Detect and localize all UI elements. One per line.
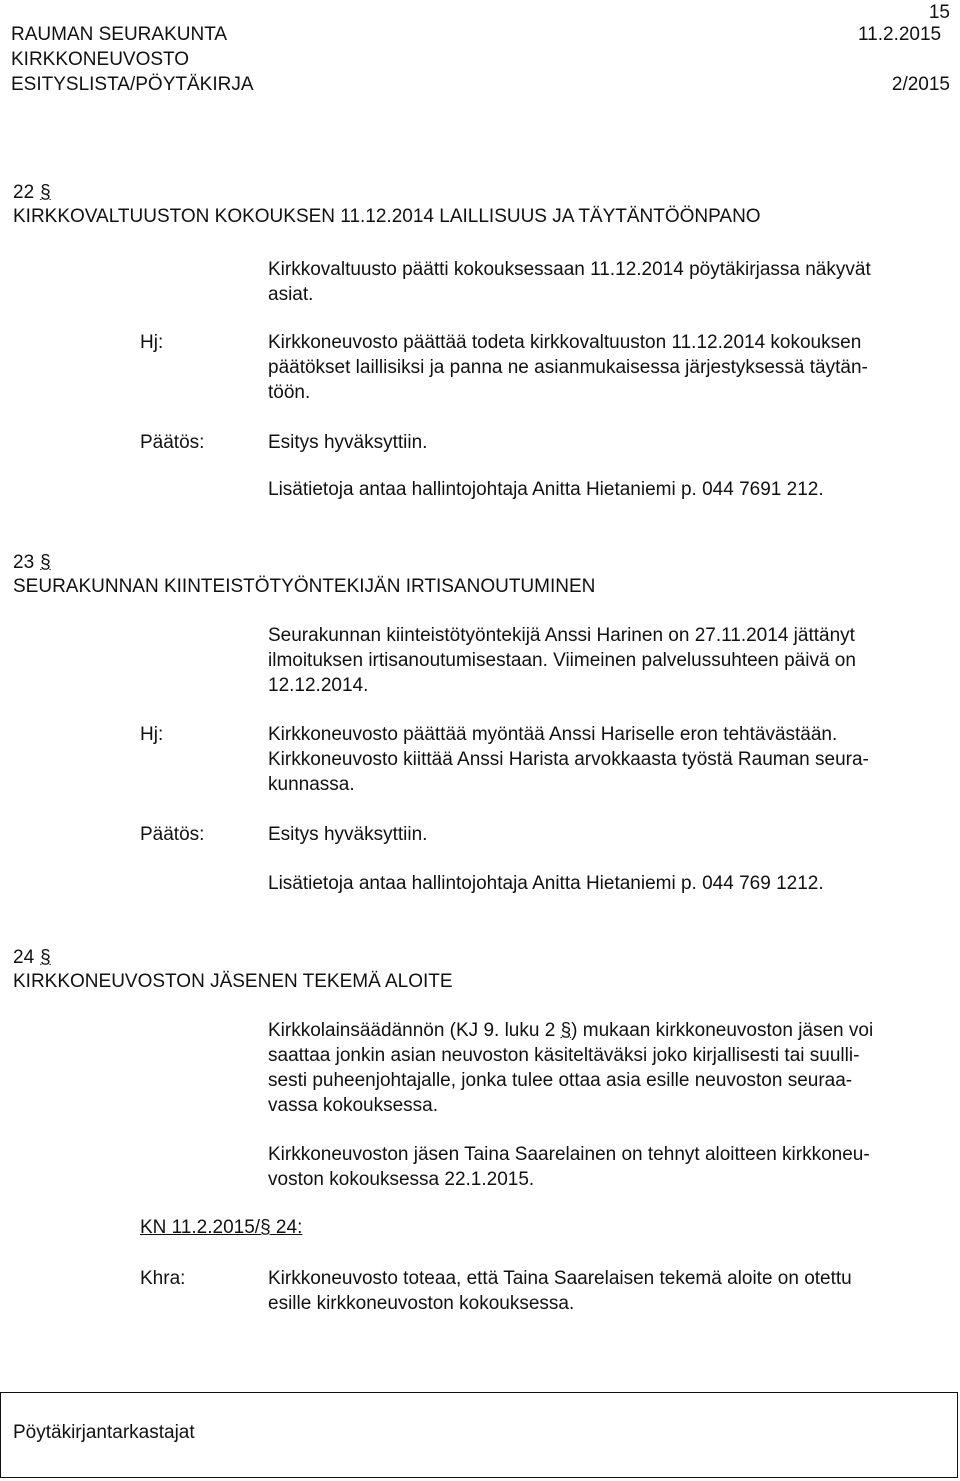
- hj-text: [268, 722, 958, 797]
- header-doc-type: ESITYSLISTA/PÖYTÄKIRJA: [11, 74, 254, 95]
- section-title: KIRKKOVALTUUSTON KOKOUKSEN 11.12.2014 LAILLISUUS JA TÄYTÄNTÖÖNPANO: [13, 206, 761, 227]
- text-line: Seurakunnan kiinteistötyöntekijä Anssi Harinen on 27.11.2014 jättänyt: [268, 625, 855, 646]
- header-body: KIRKKONEUVOSTO: [11, 49, 190, 70]
- signature-box: [0, 1392, 958, 1478]
- section-intro: [268, 257, 958, 307]
- info-text: Lisätietoja antaa hallintojohtaja Anitta Hietaniemi p. 044 769 1212.: [268, 873, 824, 894]
- hj-label: Hj:: [140, 724, 164, 745]
- text-line: ilmoituksen irtisanoutumisestaan. Viimeinen palvelussuhteen päivä on: [268, 650, 856, 671]
- hj-text: [268, 330, 958, 405]
- hj-label: Hj:: [140, 332, 164, 353]
- section-mark: §: [40, 947, 51, 968]
- initiative-text: [268, 1142, 958, 1192]
- section-title: KIRKKONEUVOSTON JÄSENEN TEKEMÄ ALOITE: [13, 971, 453, 992]
- section-number-value: 24: [13, 947, 35, 968]
- header-org: RAUMAN SEURAKUNTA: [11, 24, 228, 45]
- text-line: Kirkkoneuvosto kiittää Anssi Harista arvokkaasta työstä Rauman seura-: [268, 749, 869, 770]
- section-number: [13, 550, 54, 575]
- section-mark: §: [260, 1217, 271, 1238]
- paatos-label: Päätös:: [140, 432, 205, 453]
- text-line: Kirkkoneuvoston jäsen Taina Saarelainen on tehnyt aloitteen kirkkoneu-: [268, 1144, 870, 1165]
- header-issue: 2/2015: [891, 74, 950, 95]
- footer-label: Pöytäkirjantarkastajat: [13, 1422, 195, 1443]
- text-line: Kirkkoneuvosto toteaa, että Taina Saarelaisen tekemä aloite on otettu: [268, 1268, 852, 1289]
- text-line: päätökset laillisiksi ja panna ne asianmukaisessa järjestyksessä täytän-: [268, 357, 868, 378]
- text-line: voston kokouksessa 22.1.2015.: [268, 1169, 535, 1190]
- info-text: Lisätietoja antaa hallintojohtaja Anitta Hietaniemi p. 044 7691 212.: [268, 479, 824, 500]
- khra-text: [268, 1266, 958, 1316]
- text-line: esille kirkkoneuvoston kokouksessa.: [268, 1293, 575, 1314]
- section-mark: §: [560, 1020, 572, 1041]
- text-line: kunnassa.: [268, 774, 355, 795]
- paatos-text: Esitys hyväksyttiin.: [268, 824, 428, 845]
- text-line: sesti puheenjohtajalle, jonka tulee ottaa asia esille neuvoston seuraa-: [268, 1070, 853, 1091]
- text-line: Kirkkoneuvosto päättää myöntää Anssi Hariselle eron tehtävästään.: [268, 724, 838, 745]
- text-line: Kirkkoneuvosto päättää todeta kirkkovaltuuston 11.12.2014 kokouksen: [268, 332, 862, 353]
- ref-post: 24:: [270, 1217, 303, 1238]
- intro-pre: Kirkkolainsäädännön (KJ 9. luku 2: [268, 1020, 561, 1041]
- header-date: 11.2.2015: [858, 24, 942, 45]
- text-line: töön.: [268, 382, 311, 403]
- reference-label: [140, 1215, 302, 1240]
- text-line: asiat.: [268, 284, 314, 305]
- section-intro: [268, 623, 958, 698]
- section-intro: [268, 1018, 958, 1118]
- section-number: [13, 180, 54, 205]
- text-line: vassa kokouksessa.: [268, 1095, 439, 1116]
- text-line: Kirkkovaltuusto päätti kokouksessaan 11.12.2014 pöytäkirjassa näkyvät: [268, 259, 871, 280]
- text-line: saattaa jonkin asian neuvoston käsiteltäväksi joko kirjallisesti tai suulli-: [268, 1045, 860, 1066]
- text-line: 12.12.2014.: [268, 675, 369, 696]
- ref-pre: KN 11.2.2015/: [140, 1217, 261, 1238]
- paatos-text: Esitys hyväksyttiin.: [268, 432, 428, 453]
- paatos-label: Päätös:: [140, 824, 205, 845]
- section-number-value: 22: [13, 182, 35, 203]
- section-number: [13, 945, 54, 970]
- section-mark: §: [40, 552, 51, 573]
- text-line: [268, 1018, 958, 1043]
- intro-post: ) mukaan kirkkoneuvoston jäsen voi: [571, 1020, 874, 1041]
- khra-label: Khra:: [140, 1268, 186, 1289]
- section-number-value: 23: [13, 552, 35, 573]
- section-title: SEURAKUNNAN KIINTEISTÖTYÖNTEKIJÄN IRTISANOUTUMINEN: [13, 576, 596, 597]
- page-number: 15: [928, 2, 950, 23]
- section-mark: §: [40, 182, 51, 203]
